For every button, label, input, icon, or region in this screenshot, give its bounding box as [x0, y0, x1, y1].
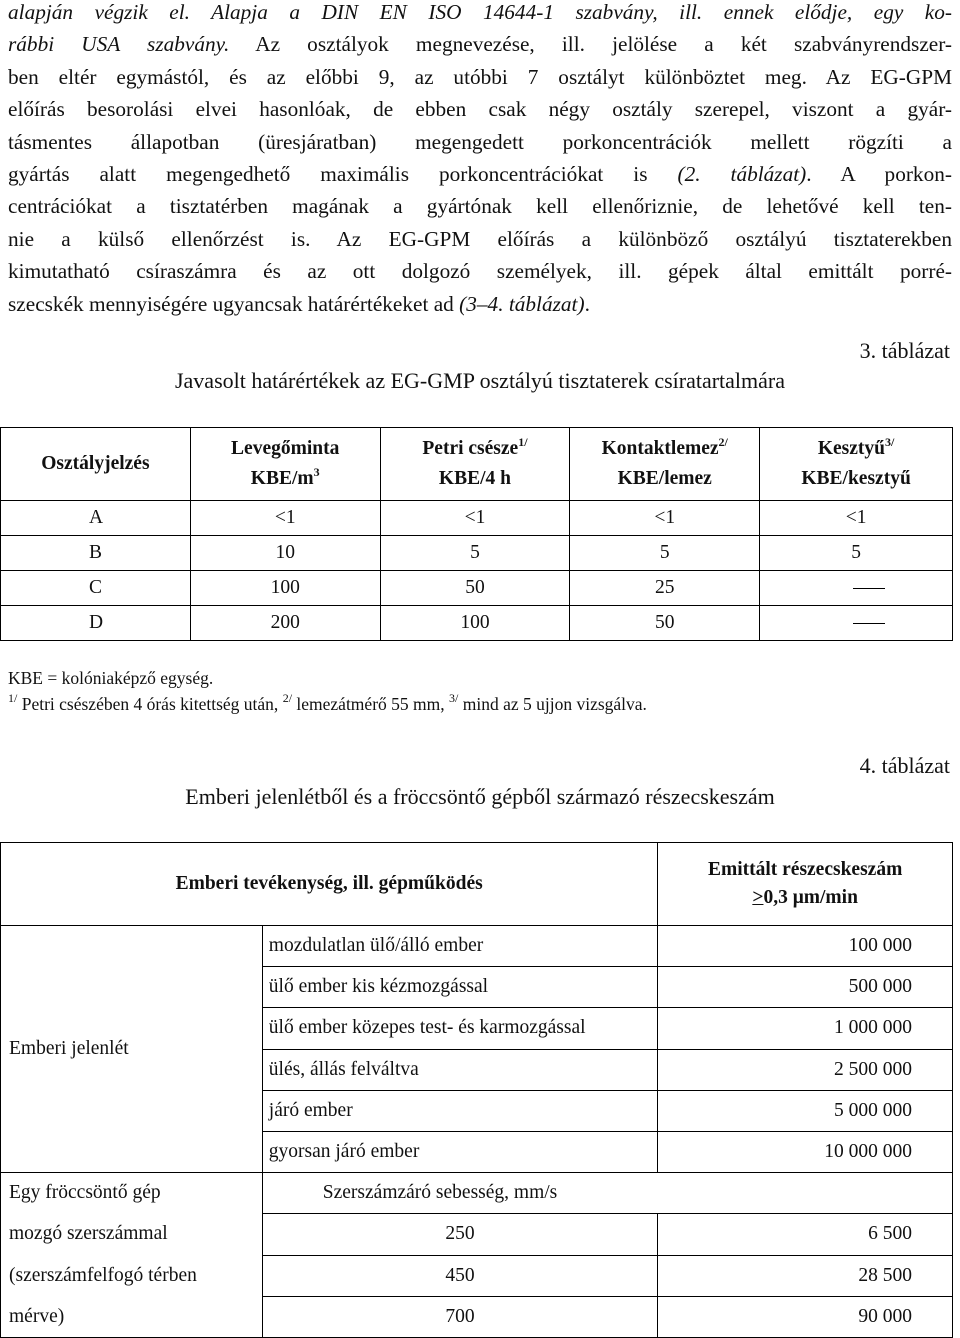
table3-cell: 5 — [570, 536, 760, 571]
table3-header-cell: Petri csésze$^{1/}$ KBE/4 h — [380, 428, 570, 501]
table4-header-activity: Emberi tevékenység, ill. gépműködés — [1, 843, 658, 926]
text-line: centrációkat a tisztatérben magának a gyártónak kell ellenőriznie, de lehetővé kell ten- — [8, 194, 952, 219]
text-line: szecskék mennyiségére ugyancsak határértékeket ad (3–4. táblázat). — [8, 291, 590, 316]
table3-cell: A — [1, 501, 191, 536]
table4-speed: 700 — [262, 1296, 658, 1337]
table4-header-row — [1, 843, 953, 926]
table4-title: Emberi jelenlétből és a fröccsöntő gépből származó részecskeszám — [185, 784, 775, 809]
table4-header-emitted: Emittált részecskeszám >0,3 μm/min — [658, 843, 953, 926]
table3-label: 3. táblázat — [859, 338, 950, 363]
table4-activity: mozdulatlan ülő/álló ember — [262, 926, 658, 967]
table3-cell: <1 — [570, 501, 760, 536]
text-line: előírás besorolási elvei hasonlóak, de ebben csak négy osztály szerepel, viszont a gyár- — [8, 97, 952, 122]
table3-cell: 25 — [570, 571, 760, 606]
table3-cell-empty — [760, 571, 953, 606]
text-line: alapján végzik el. Alapja a DIN EN ISO 14644-1 szabvány, ill. ennek elődje, egy ko- — [8, 0, 952, 24]
table3 — [0, 427, 953, 641]
table-row — [1, 606, 953, 641]
table3-cell: 5 — [380, 536, 570, 571]
table4-machine-subheader: Szerszámzáró sebesség, mm/s — [262, 1173, 952, 1214]
table3-header-cell: Levegőminta KBE/$m^3$ — [190, 428, 380, 501]
table-row — [1, 536, 953, 571]
table4-machine-label: mozgó szerszámmal — [1, 1214, 263, 1255]
table4-label: 4. táblázat — [859, 753, 950, 778]
text-line: rábbi USA szabvány. Az osztályok megnevezése, ill. jelölése a két szabványrendszer- — [8, 32, 952, 57]
table3-header-cell: Osztályjelzés — [1, 428, 191, 501]
table3-cell: <1 — [190, 501, 380, 536]
table4 — [0, 842, 953, 1338]
table-row — [1, 926, 953, 967]
dash-mark — [853, 588, 885, 589]
table4-activity: ülés, állás felváltva — [262, 1049, 658, 1090]
table3-cell: 10 — [190, 536, 380, 571]
table3-cell: C — [1, 571, 191, 606]
table-row — [1, 1255, 953, 1296]
table3-cell: 50 — [570, 606, 760, 641]
table3-header-cell: Kesztyű$^{3/}$ KBE/kesztyű — [760, 428, 953, 501]
table4-activity: ülő ember közepes test- és karmozgással — [262, 1008, 658, 1049]
table4-machine-label: Egy fröccsöntő gép — [1, 1173, 263, 1214]
table3-cell-empty — [760, 606, 953, 641]
table3-cell: 100 — [380, 606, 570, 641]
table4-value: 2 500 000 — [658, 1049, 953, 1090]
table-row — [1, 1173, 953, 1214]
table3-cell: <1 — [380, 501, 570, 536]
text-line: ben eltér egymástól, és az előbbi 9, az utóbbi 7 osztályt különböztet meg. Az EG-GPM — [8, 64, 952, 89]
table3-cell: D — [1, 606, 191, 641]
table4-value: 10 000 000 — [658, 1131, 953, 1172]
table3-title: Javasolt határértékek az EG-GMP osztályú tisztaterek csíratartalmára — [174, 368, 786, 393]
table4-value: 1 000 000 — [658, 1008, 953, 1049]
table4-group-human: Emberi jelenlét — [1, 926, 263, 1173]
table3-cell: 100 — [190, 571, 380, 606]
table4-value: 100 000 — [658, 926, 953, 967]
table4-value: 28 500 — [658, 1255, 953, 1296]
table4-machine-label: mérve) — [1, 1296, 263, 1337]
table4-activity: gyorsan járó ember — [262, 1131, 658, 1172]
table3-header-cell: Kontaktlemez$^{2/}$ KBE/lemez — [570, 428, 760, 501]
table4-speed: 250 — [262, 1214, 658, 1255]
text-line: kimutatható csíraszámra és az ott dolgozó személyek, ill. gépek által emittált porré- — [8, 259, 952, 284]
text-line: tásmentes állapotban (üresjáratban) megengedett porkoncentrációk mellett rögzíti a — [8, 129, 952, 154]
table4-value: 90 000 — [658, 1296, 953, 1337]
table-row — [1, 571, 953, 606]
table3-cell: 5 — [760, 536, 953, 571]
table4-value: 500 000 — [658, 967, 953, 1008]
table-row — [1, 1296, 953, 1337]
table3-header-row — [1, 428, 953, 501]
table3-cell: B — [1, 536, 191, 571]
table3-note-kbe: KBE = kolóniaképző egység. — [8, 668, 214, 688]
table4-speed: 450 — [262, 1255, 658, 1296]
table4-value: 6 500 — [658, 1214, 953, 1255]
table4-activity: ülő ember kis kézmozgással — [262, 967, 658, 1008]
table-row — [1, 1214, 953, 1255]
text-line: gyártás alatt megengedhető maximális porkoncentrációkat is (2. táblázat). A porkon- — [8, 162, 952, 187]
table4-machine-label: (szerszámfelfogó térben — [1, 1255, 263, 1296]
table3-cell: 50 — [380, 571, 570, 606]
intro-paragraph — [8, 0, 952, 320]
table3-cell: 200 — [190, 606, 380, 641]
table3-footnote: $^{1/}$ Petri csészében 4 órás kitettség után, $^{2/}$ lemezátmérő 55 mm, $^{3/}$ mind az 5 ujjon vizsgálva. — [8, 691, 647, 714]
text-line: nie a külső ellenőrzést is. Az EG-GPM előírás a különböző osztályú tisztaterekben — [8, 226, 952, 251]
table4-value: 5 000 000 — [658, 1090, 953, 1131]
table-row — [1, 501, 953, 536]
table3-cell: <1 — [760, 501, 953, 536]
dash-mark — [853, 623, 885, 624]
table4-activity: járó ember — [262, 1090, 658, 1131]
